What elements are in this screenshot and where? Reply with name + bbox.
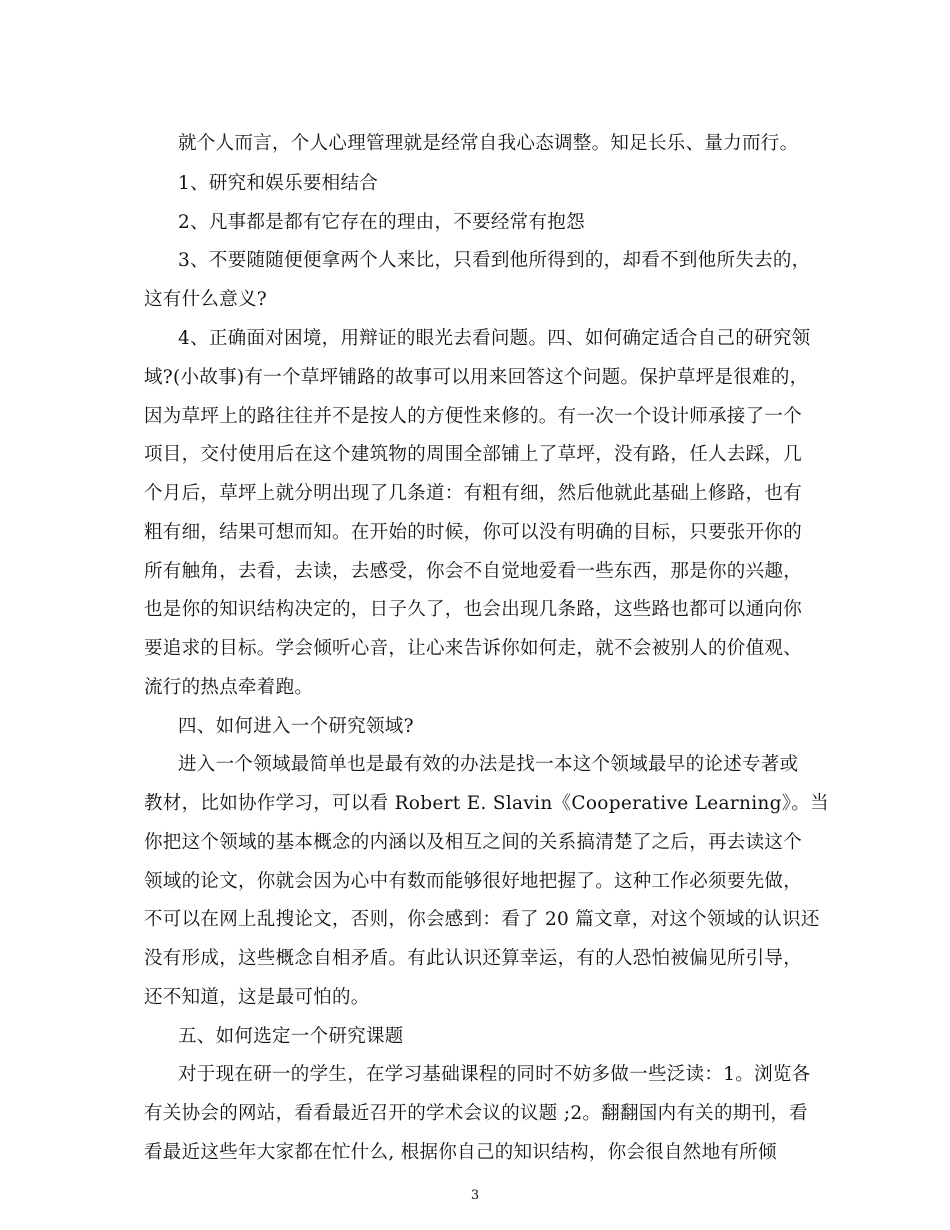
text-line: 没有形成，这些概念自相矛盾。有此认识还算幸运，有的人恐怕被偏见所引导， [144, 948, 803, 969]
text-line: 教材，比如协作学习，可以看 Robert E. Slavin《Cooperative Learning》。当 [144, 793, 829, 814]
text-line: 粗有细，结果可想而知。在开始的时候，你可以没有明确的目标，只要张开你的 [144, 522, 803, 543]
text-line: 要追求的目标。学会倾听心音，让心来告诉你如何走，就不会被别人的价值观、 [144, 638, 803, 659]
text-line: 流行的热点牵着跑。 [144, 677, 314, 698]
text-line: 也是你的知识结构决定的，日子久了，也会出现几条路，这些路也都可以通向你 [144, 599, 803, 620]
text-line: 这有什么意义? [144, 289, 268, 310]
text-line: 进入一个领域最简单也是最有效的办法是找一本这个领域最早的论述专著或 [178, 754, 799, 775]
section-heading: 四、如何进入一个研究领域? [178, 716, 414, 737]
list-item: 1、研究和娱乐要相结合 [178, 173, 379, 194]
text-line: 域?(小故事)有一个草坪铺路的故事可以用来回答这个问题。保护草坪是很难的， [144, 367, 809, 388]
text-line: 你把这个领域的基本概念的内涵以及相互之间的关系搞清楚了之后，再去读这个 [144, 832, 803, 853]
text-line: 因为草坪上的路往往并不是按人的方便性来修的。有一次一个设计师承接了一个 [144, 406, 803, 427]
text-line: 不可以在网上乱搜论文，否则，你会感到：看了 20 篇文章，对这个领域的认识还 [144, 909, 820, 930]
list-item: 3、不要随随便便拿两个人来比，只看到他所得到的，却看不到他所失去的， [178, 250, 811, 271]
text-line: 对于现在研一的学生，在学习基础课程的同时不妨多做一些泛读：1。浏览各 [178, 1064, 811, 1085]
section-heading: 五、如何选定一个研究课题 [178, 1026, 404, 1047]
text-line: 项目，交付使用后在这个建筑物的周围全部铺上了草坪，没有路，任人去踩，几 [144, 444, 803, 465]
text-line: 就个人而言，个人心理管理就是经常自我心态调整。知足长乐、量力而行。 [178, 133, 799, 154]
text-line: 领域的论文，你就会因为心中有数而能够很好地把握了。这种工作必须要先做， [144, 871, 803, 892]
text-line: 还不知道，这是最可怕的。 [144, 987, 370, 1008]
page-number: 3 [470, 1188, 480, 1203]
list-item: 2、凡事都是都有它存在的理由，不要经常有抱怨 [178, 212, 585, 233]
text-line: 所有触角，去看，去读，去感受，你会不自觉地爱看一些东西，那是你的兴趣， [144, 561, 803, 582]
text-line: 个月后，草坪上就分明出现了几条道：有粗有细，然后他就此基础上修路，也有 [144, 483, 803, 504]
list-item: 4、正确面对困境，用辩证的眼光去看问题。四、如何确定适合自己的研究领 [178, 328, 811, 349]
text-line: 有关协会的网站，看看最近召开的学术会议的议题 ;2。翻翻国内有关的期刊，看 [144, 1103, 808, 1124]
text-line: 看最近这些年大家都在忙什么, 根据你自己的知识结构，你会很自然地有所倾 [144, 1142, 777, 1163]
